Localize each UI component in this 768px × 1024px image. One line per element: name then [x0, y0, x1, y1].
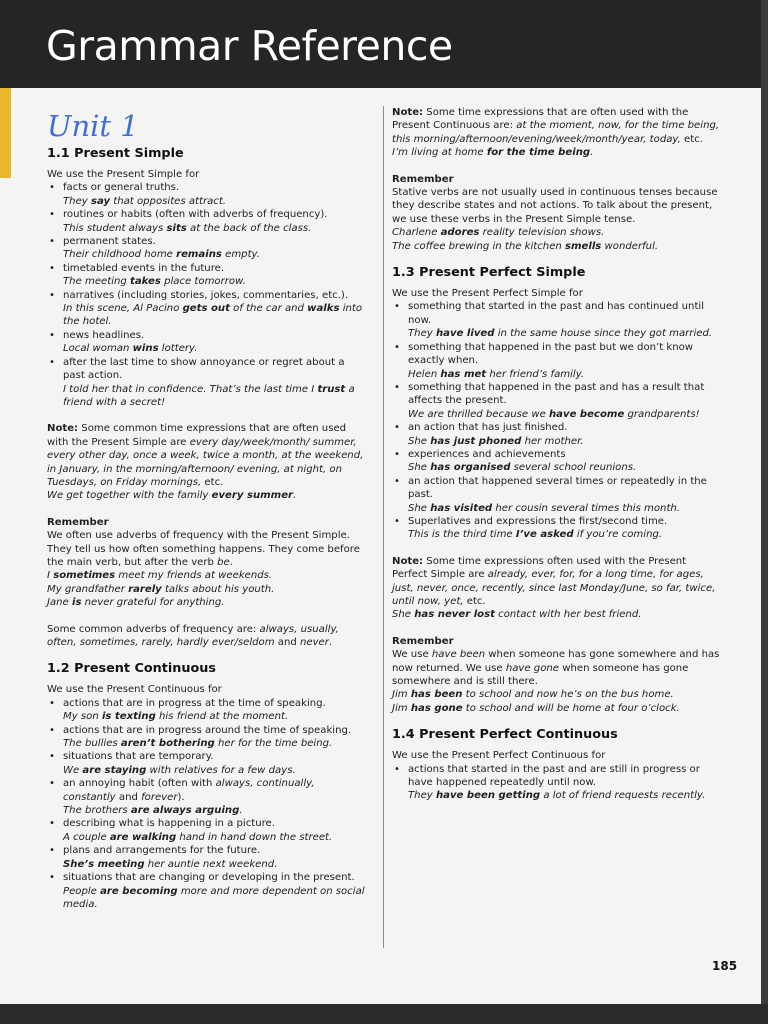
- example-sentence: We are staying with relatives for a few days.: [63, 764, 296, 776]
- list-item: • an action that has just finished. She has just phoned her mother.: [408, 421, 720, 448]
- example-sentence: She has just phoned her mother.: [408, 435, 584, 447]
- column-divider: [383, 106, 384, 948]
- section-title-present-perfect-simple: 1.3 Present Perfect Simple: [392, 265, 586, 281]
- list-item: • situations that are changing or developing in the present. People are becoming more and more dependent on social media.: [63, 871, 369, 911]
- example-sentence: This student always sits at the back of the class.: [63, 222, 312, 234]
- section-title-present-continuous: 1.2 Present Continuous: [47, 661, 217, 677]
- section-intro: We use the Present Perfect Simple for: [392, 288, 583, 300]
- remember-heading: Remember: [392, 173, 454, 185]
- example-sentence: Helen has met her friend’s family.: [408, 368, 585, 380]
- section-intro: We use the Present Simple for: [47, 169, 200, 180]
- list-item: • Superlatives and expressions the first/second time. This is the third time I’ve asked if you’re coming.: [408, 515, 720, 542]
- list-item: • something that started in the past and has continued until now. They have lived in the same house since they got married.: [408, 300, 720, 340]
- list-item: • permanent states. Their childhood home remains empty.: [63, 235, 369, 262]
- usage-list: [47, 181, 369, 409]
- example-sentence: My son is texting his friend at the moment.: [63, 711, 289, 723]
- list-item: • plans and arrangements for the future. She’s meeting her auntie next weekend.: [63, 844, 369, 871]
- list-item: • facts or general truths. They say that opposites attract.: [63, 181, 369, 208]
- remember-block: We often use adverbs of frequency with the Present Simple. They tell us how often something happens. They come before the main verb, but after the verb be. I sometimes meet my friends at weekends. My grandfather rarely talks about his youth. Jane is never grateful for anything.: [47, 530, 360, 609]
- usage-list: [392, 763, 720, 803]
- example-sentence: This is the third time I’ve asked if you’re coming.: [408, 529, 663, 541]
- remember-heading: Remember: [47, 516, 109, 528]
- list-item: • narratives (including stories, jokes, commentaries, etc.). In this scene, Al Pacino gets out of the car and walks into the hotel.: [63, 289, 369, 329]
- list-item: • actions that started in the past and are still in progress or have happened repeatedly until now. They have been getting a lot of friend requests recently.: [408, 763, 720, 803]
- list-item: • timetabled events in the future. The meeting takes place tomorrow.: [63, 262, 369, 289]
- example-sentence: The bullies aren’t bothering her for the time being.: [63, 738, 333, 750]
- example-sentence: She’s meeting her auntie next weekend.: [63, 858, 278, 870]
- list-item: • situations that are temporary. We are staying with relatives for a few days.: [63, 750, 369, 777]
- section-title-present-simple: 1.1 Present Simple: [47, 146, 184, 161]
- adverbs-block: Some common adverbs of frequency are: always, usually, often, sometimes, rarely, hardly ever/seldom and never.: [47, 623, 339, 648]
- example-sentence: The meeting takes place tomorrow.: [63, 276, 246, 288]
- example-sentence: Local woman wins lottery.: [63, 343, 198, 355]
- section-title-present-perfect-continuous: 1.4 Present Perfect Continuous: [392, 727, 618, 743]
- list-item: • experiences and achievements She has organised several school reunions.: [408, 448, 720, 475]
- handwritten-unit-label: Unit 1: [47, 109, 139, 143]
- page-number: 185: [712, 959, 738, 973]
- page-shadow-bottom: [0, 1004, 768, 1024]
- right-column: [392, 106, 720, 803]
- remember-heading: Remember: [392, 635, 454, 647]
- example-sentence: I told her that in confidence. That’s the last time I trust a friend with a secret!: [63, 383, 355, 408]
- list-item: • an annoying habit (often with always, continually, constantly and forever). The brothers are always arguing.: [63, 777, 369, 817]
- example-sentence: In this scene, Al Pacino gets out of the car and walks into the hotel.: [63, 303, 363, 328]
- example-sentence: She has organised several school reunions.: [408, 462, 637, 474]
- section-intro: We use the Present Continuous for: [47, 684, 222, 696]
- list-item: • after the last time to show annoyance or regret about a past action. I told her that in confidence. That’s the last time I trust a friend with a secret!: [63, 356, 369, 410]
- list-item: • an action that happened several times or repeatedly in the past. She has visited her cousin several times this month.: [408, 475, 720, 515]
- page-header: [0, 0, 768, 88]
- example-sentence: The brothers are always arguing.: [63, 805, 243, 817]
- list-item: • describing what is happening in a picture. A couple are walking hand in hand down the street.: [63, 817, 369, 844]
- example-sentence: They say that opposites attract.: [63, 195, 226, 207]
- list-item: • actions that are in progress around the time of speaking. The bullies aren’t bothering her for the time being.: [63, 724, 369, 751]
- page-shadow-right: [761, 0, 768, 1024]
- list-item: • something that happened in the past but we don’t know exactly when. Helen has met her friend’s family.: [408, 341, 720, 381]
- example-sentence: We are thrilled because we have become grandparents!: [408, 408, 700, 420]
- left-column: [47, 106, 369, 911]
- example-sentence: A couple are walking hand in hand down the street.: [63, 831, 333, 843]
- page-edge-tab: [0, 88, 11, 178]
- example-sentence: Their childhood home remains empty.: [63, 249, 260, 261]
- list-item: • news headlines. Local woman wins lottery.: [63, 329, 369, 356]
- list-item: • routines or habits (often with adverbs of frequency). This student always sits at the back of the class.: [63, 208, 369, 235]
- example-sentence: They have been getting a lot of friend requests recently.: [408, 790, 706, 802]
- list-item: • something that happened in the past and has a result that affects the present. We are thrilled because we have become grandparents!: [408, 381, 720, 421]
- list-item: • actions that are in progress at the time of speaking. My son is texting his friend at the moment.: [63, 697, 369, 724]
- section-intro: We use the Present Perfect Continuous for: [392, 750, 606, 762]
- example-sentence: People are becoming more and more dependent on social media.: [63, 885, 365, 910]
- note-block: Note: Some time expressions often used with the Present Perfect Simple are already, ever, for, for a long time, for ages, just, never, once, recently, since last Monday/June, so far, twice, until now, yet, etc. She has never lost contact with her best friend.: [392, 555, 716, 621]
- page-title: Grammar Reference: [46, 22, 453, 70]
- remember-block: We use have been when someone has gone somewhere and has now returned. We use have gone when someone has gone somewhere and is still there. Jim has been to school and now he’s on the bus home. Jim has gone to school and will be home at four o’clock.: [392, 649, 720, 714]
- usage-list: [392, 300, 720, 541]
- remember-block: Stative verbs are not usually used in continuous tenses because they describe states and not actions. To talk about the present, we use these verbs in the Present Simple tense. Charlene adores reality television shows. The coffee brewing in the kitchen smells wonderful.: [392, 187, 718, 252]
- usage-list: [47, 697, 369, 912]
- note-block: Note: Some time expressions that are often used with the Present Continuous are: at the moment, now, for the time being, this morning/afternoon/evening/week/month/year, today, etc. I’m living at home for the time being.: [392, 107, 720, 159]
- example-sentence: They have lived in the same house since they got married.: [408, 328, 713, 340]
- example-sentence: She has visited her cousin several times this month.: [408, 502, 681, 514]
- note-block: Note: Some common time expressions that are often used with the Present Simple are every day/week/month/ summer, every other day, once a week, twice a month, at the weekend, in January, in the morning/afternoon/ evening, at night, on Tuesdays, on Friday mornings, etc. We get together with the family every summer.: [47, 423, 364, 502]
